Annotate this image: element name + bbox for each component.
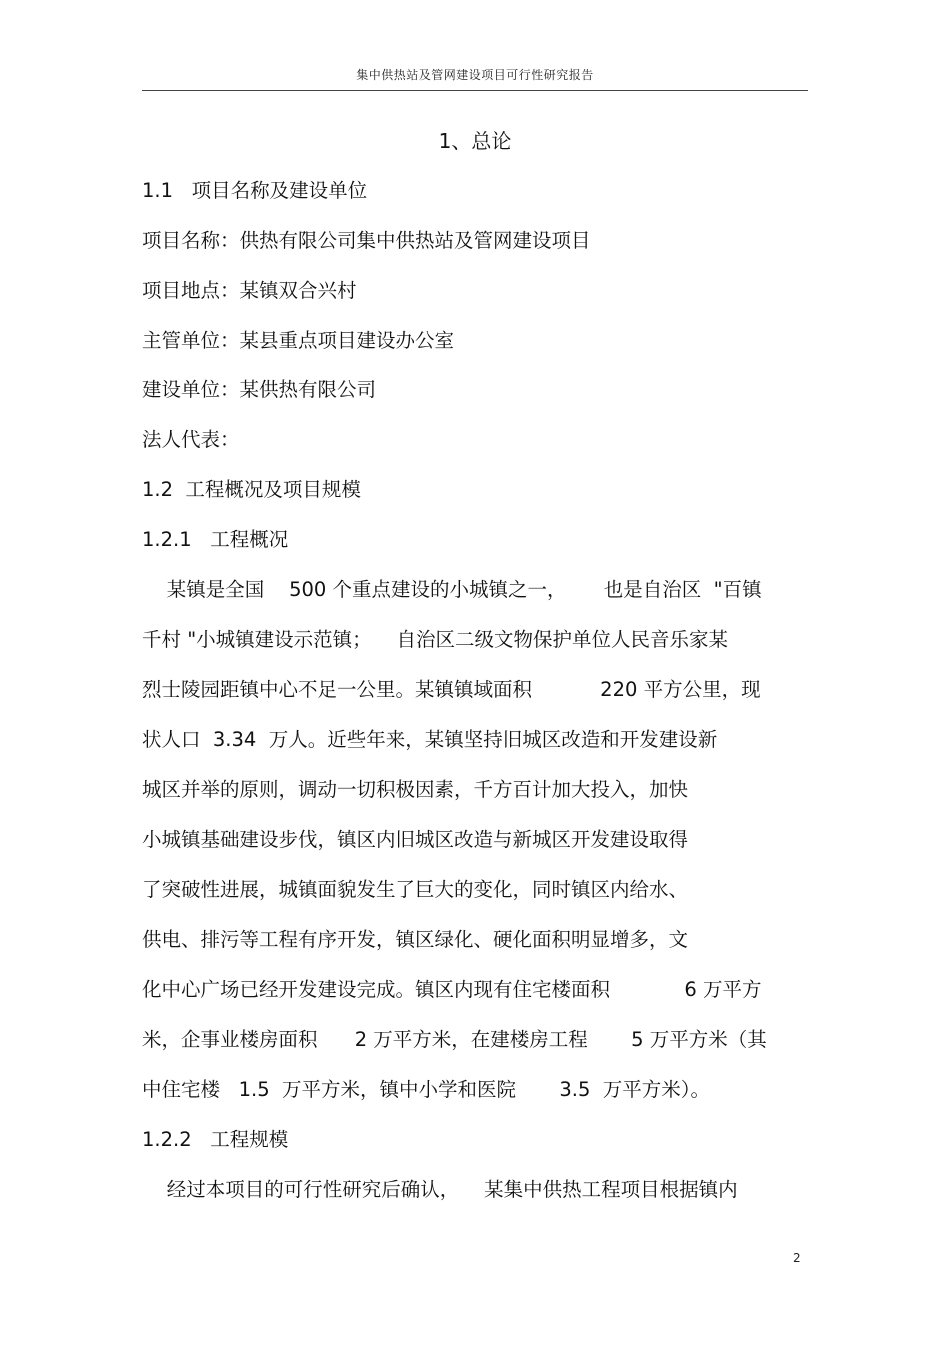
- authority-line: 主管单位：某县重点项目建设办公室: [142, 329, 455, 352]
- section-heading-1-1: 1.1 项目名称及建设单位: [142, 179, 368, 202]
- project-name-line: 项目名称：供热有限公司集中供热站及管网建设项目: [142, 229, 591, 252]
- paragraph-line: 城区并举的原则，调动一切积极因素，千方百计加大投入，加快: [142, 778, 689, 801]
- paragraph-line: 米，企事业楼房面积 2 万平方米，在建楼房工程 5 万平方米（其: [142, 1028, 767, 1051]
- running-header: 集中供热站及管网建设项目可行性研究报告: [356, 68, 594, 82]
- paragraph-line: 供电、排污等工程有序开发，镇区绿化、硬化面积明显增多，文: [142, 928, 689, 951]
- paragraph-line: 化中心广场已经开发建设完成。镇区内现有住宅楼面积 6 万平方: [142, 978, 762, 1001]
- paragraph-line: 经过本项目的可行性研究后确认， 某集中供热工程项目根据镇内: [142, 1178, 738, 1201]
- page-number: 2: [793, 1251, 801, 1265]
- paragraph-line: 千村 "小城镇建设示范镇； 自治区二级文物保护单位人民音乐家某: [142, 628, 728, 651]
- chapter-title: 1、总论: [438, 129, 512, 153]
- paragraph-line: 烈士陵园距镇中心不足一公里。某镇镇域面积 220 平方公里，现: [142, 678, 761, 701]
- header-rule: [142, 90, 808, 91]
- paragraph-line: 某镇是全国 500 个重点建设的小城镇之一， 也是自治区 "百镇: [142, 578, 762, 601]
- paragraph-line: 了突破性进展，城镇面貌发生了巨大的变化，同时镇区内给水、: [142, 878, 689, 901]
- subsection-heading-1-2-1: 1.2.1 工程概况: [142, 528, 289, 551]
- section-heading-1-2: 1.2 工程概况及项目规模: [142, 478, 361, 501]
- builder-line: 建设单位：某供热有限公司: [142, 378, 377, 401]
- project-location-line: 项目地点：某镇双合兴村: [142, 279, 357, 302]
- paragraph-line: 中住宅楼 1.5 万平方米，镇中小学和医院 3.5 万平方米）。: [142, 1078, 711, 1101]
- paragraph-line: 状人口 3.34 万人。近些年来，某镇坚持旧城区改造和开发建设新: [142, 728, 718, 751]
- subsection-heading-1-2-2: 1.2.2 工程规模: [142, 1128, 289, 1151]
- paragraph-line: 小城镇基础建设步伐，镇区内旧城区改造与新城区开发建设取得: [142, 828, 689, 851]
- legal-rep-line: 法人代表：: [142, 428, 240, 451]
